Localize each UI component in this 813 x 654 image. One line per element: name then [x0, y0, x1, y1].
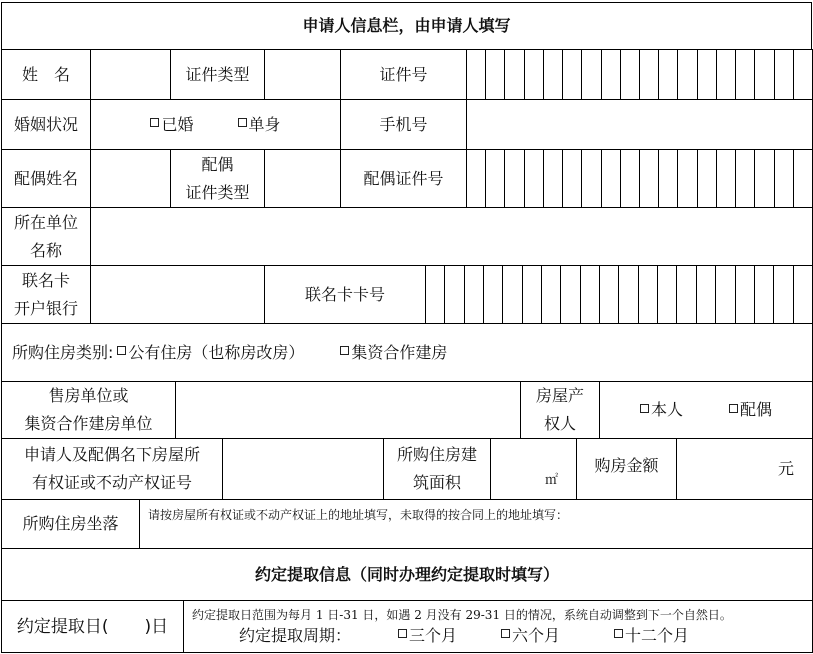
card-digit-cell[interactable] [697, 266, 716, 323]
id-digit-cell[interactable] [563, 150, 582, 207]
bank-label: 联名卡 开户银行 [1, 265, 91, 324]
name-field[interactable] [90, 49, 171, 100]
bank-field[interactable] [90, 265, 265, 324]
card-digit-cell[interactable] [639, 266, 658, 323]
section-title-text: 约定提取信息（同时办理约定提取时填写） [254, 564, 559, 584]
id-digit-cell[interactable] [755, 150, 774, 207]
withdrawal-cycle-row [192, 624, 689, 648]
id-digit-cell[interactable] [678, 150, 697, 207]
id-type-label: 证件类型 [170, 49, 265, 100]
id-digit-cell[interactable] [755, 50, 774, 99]
id-digit-cell[interactable] [736, 150, 755, 207]
id-digit-cell[interactable] [525, 150, 544, 207]
id-digit-cell[interactable] [659, 150, 678, 207]
card-digit-cell[interactable] [755, 266, 774, 323]
card-digit-cell[interactable] [677, 266, 696, 323]
withdrawal-cycle-label: 约定提取周期： [238, 625, 351, 645]
checkbox-icon[interactable] [640, 404, 649, 413]
address-label: 所购住房坐落 [1, 499, 140, 549]
area-label: 所购住房建 筑面积 [383, 438, 491, 500]
spouse-id-type-field[interactable] [264, 149, 341, 208]
card-digit-cell[interactable] [503, 266, 522, 323]
owner-options [599, 381, 813, 439]
id-digit-cell[interactable] [640, 150, 659, 207]
withdrawal-day-field[interactable]: 约定提取日( )日 [1, 600, 184, 653]
id-digit-cell[interactable] [486, 150, 505, 207]
address-hint: 请按房屋所有权证或不动产权证上的地址填写，未取得的按合同上的地址填写： [148, 508, 569, 522]
withdrawal-note: 约定提取日范围为每月 1 日-31 日，如遇 2 月没有 29-31 日的情况，系统自动调整到下一个自然日。 [192, 607, 732, 622]
card-digit-cell[interactable] [774, 266, 793, 323]
amount-label: 购房金额 [576, 438, 677, 500]
spouse-id-number-grid[interactable] [466, 149, 813, 208]
id-digit-cell[interactable] [602, 50, 621, 99]
id-digit-cell[interactable] [544, 50, 563, 99]
id-digit-cell[interactable] [698, 150, 717, 207]
card-digit-cell[interactable] [716, 266, 735, 323]
certificate-label: 申请人及配偶名下房屋所 有权证或不动产权证号 [1, 438, 223, 500]
id-digit-cell[interactable] [505, 50, 524, 99]
option-married[interactable]: 已婚 [150, 111, 193, 139]
spouse-name-field[interactable] [90, 149, 171, 208]
card-number-label: 联名卡卡号 [264, 265, 426, 324]
option-cooperative-housing[interactable]: 集资合作建房 [340, 339, 447, 367]
checkbox-icon[interactable] [729, 404, 738, 413]
employer-label: 所在单位 名称 [1, 207, 91, 266]
id-digit-cell[interactable] [717, 50, 736, 99]
card-digit-cell[interactable] [542, 266, 561, 323]
housing-type-row [1, 323, 813, 382]
card-digit-cell[interactable] [619, 266, 638, 323]
card-digit-cell[interactable] [581, 266, 600, 323]
checkbox-icon[interactable] [150, 118, 159, 127]
spouse-id-number-label: 配偶证件号 [340, 149, 467, 208]
id-digit-cell[interactable] [717, 150, 736, 207]
employer-field[interactable] [90, 207, 813, 266]
id-number-grid[interactable] [466, 49, 813, 100]
area-unit: ㎡ [544, 473, 558, 488]
id-digit-cell[interactable] [678, 50, 697, 99]
card-digit-cell[interactable] [658, 266, 677, 323]
section-title-applicant [1, 2, 812, 50]
name-label: 姓 名 [1, 49, 91, 100]
spouse-name-label: 配偶姓名 [1, 149, 91, 208]
id-digit-cell[interactable] [467, 150, 486, 207]
card-digit-cell[interactable] [465, 266, 484, 323]
id-digit-cell[interactable] [775, 150, 794, 207]
checkbox-icon[interactable] [238, 118, 247, 127]
option-owner-self[interactable]: 本人 [640, 396, 683, 424]
id-digit-cell[interactable] [698, 50, 717, 99]
id-digit-cell[interactable] [505, 150, 524, 207]
certificate-field[interactable] [222, 438, 384, 500]
id-digit-cell[interactable] [775, 50, 794, 99]
id-digit-cell[interactable] [582, 50, 601, 99]
checkbox-icon[interactable] [614, 629, 623, 638]
checkbox-icon[interactable] [117, 346, 126, 355]
option-cycle-6-months[interactable]: 六个月 [501, 624, 560, 648]
spouse-id-type-label: 配偶 证件类型 [170, 149, 265, 208]
withdrawal-details [183, 600, 813, 653]
option-owner-spouse[interactable]: 配偶 [729, 396, 772, 424]
option-public-housing[interactable]: 公有住房（也称房改房） [117, 339, 304, 367]
seller-field[interactable] [175, 381, 521, 439]
marital-status-options [90, 99, 341, 150]
checkbox-icon[interactable] [501, 629, 510, 638]
id-digit-cell[interactable] [640, 50, 659, 99]
phone-field[interactable] [466, 99, 813, 150]
id-digit-cell[interactable] [582, 150, 601, 207]
card-digit-cell[interactable] [600, 266, 619, 323]
checkbox-icon[interactable] [398, 629, 407, 638]
option-cycle-3-months[interactable]: 三个月 [398, 624, 457, 648]
checkbox-icon[interactable] [340, 346, 349, 355]
seller-label: 售房单位或 集资合作建房单位 [1, 381, 176, 439]
section-title-withdrawal [1, 548, 813, 601]
owner-label: 房屋产 权人 [520, 381, 600, 439]
area-field[interactable] [490, 438, 577, 500]
card-digit-cell[interactable] [484, 266, 503, 323]
amount-field[interactable] [676, 438, 813, 500]
id-digit-cell[interactable] [736, 50, 755, 99]
address-field[interactable] [139, 499, 813, 549]
id-digit-cell[interactable] [621, 150, 640, 207]
id-type-field[interactable] [264, 49, 341, 100]
id-digit-cell[interactable] [563, 50, 582, 99]
card-digit-cell[interactable] [445, 266, 464, 323]
id-digit-cell[interactable] [794, 50, 812, 99]
id-digit-cell[interactable] [486, 50, 505, 99]
phone-label: 手机号 [340, 99, 467, 150]
id-digit-cell[interactable] [525, 50, 544, 99]
housing-type-label: 所购住房类别: [12, 342, 114, 362]
option-cycle-12-months[interactable]: 十二个月 [614, 624, 689, 648]
card-digit-cell[interactable] [736, 266, 755, 323]
marital-status-label: 婚姻状况 [1, 99, 91, 150]
id-digit-cell[interactable] [544, 150, 563, 207]
id-digit-cell[interactable] [467, 50, 486, 99]
card-digit-cell[interactable] [794, 266, 812, 323]
section-title-text: 申请人信息栏，由申请人填写 [302, 16, 511, 35]
amount-unit: 元 [777, 459, 794, 478]
card-digit-cell[interactable] [561, 266, 580, 323]
id-digit-cell[interactable] [794, 150, 812, 207]
card-digit-cell[interactable] [426, 266, 445, 323]
id-digit-cell[interactable] [659, 50, 678, 99]
card-number-grid[interactable] [425, 265, 813, 324]
id-digit-cell[interactable] [621, 50, 640, 99]
card-digit-cell[interactable] [523, 266, 542, 323]
id-number-label: 证件号 [340, 49, 467, 100]
option-single[interactable]: 单身 [238, 111, 281, 139]
id-digit-cell[interactable] [602, 150, 621, 207]
